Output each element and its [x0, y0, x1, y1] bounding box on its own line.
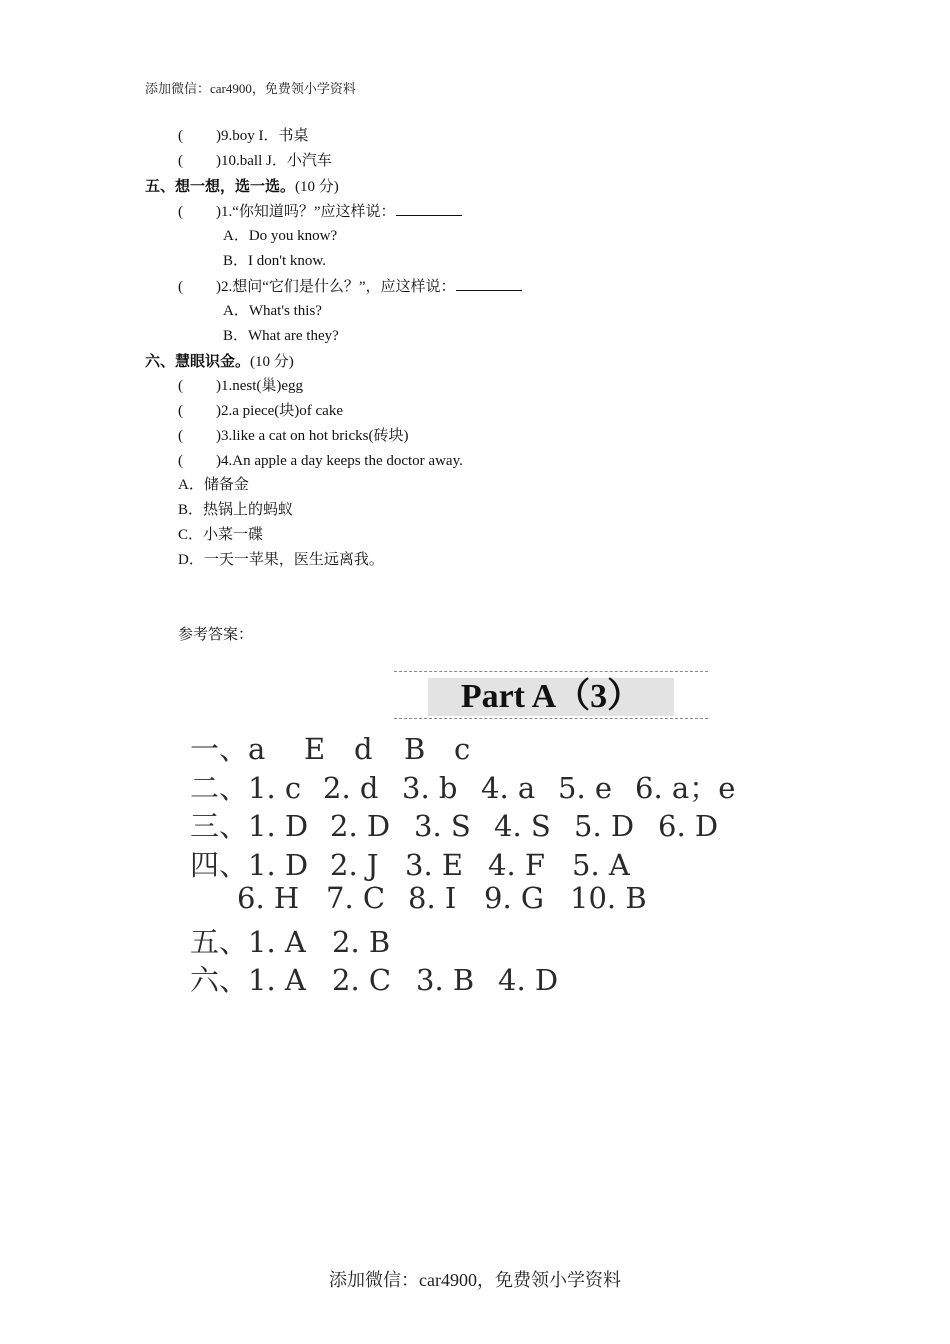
- row-prefix: 二、: [190, 771, 249, 805]
- answer-item: 2. C: [332, 963, 392, 997]
- answer-paren: (: [178, 279, 183, 295]
- answer-item: 4. D: [498, 963, 559, 997]
- answer-item: 4. a: [481, 771, 536, 805]
- s6-choice-b: B．热锅上的蚂蚁: [178, 502, 294, 518]
- answer-row-4-cont: [237, 881, 647, 915]
- s6-choice-a: A．储备金: [178, 477, 249, 493]
- answer-item: 3. B: [416, 963, 475, 997]
- answer-item: 1. c: [248, 771, 302, 805]
- answer-item: c: [454, 732, 471, 766]
- answer-row-6: [190, 958, 558, 999]
- answer-blank: [456, 276, 522, 291]
- answer-item: 7. C: [326, 881, 386, 915]
- answer-item: 2. D: [330, 809, 391, 843]
- answer-paren: (: [178, 153, 183, 169]
- answer-row-3: [190, 804, 718, 845]
- s6-item-3: [178, 426, 408, 446]
- answer-row-5: [190, 920, 390, 961]
- row-prefix: 四、: [190, 848, 249, 882]
- row-prefix: 一、: [190, 732, 249, 766]
- section-5-title: [145, 176, 339, 197]
- s5-q1-option-b: B．I don't know.: [223, 253, 326, 269]
- answer-item: E: [304, 732, 326, 766]
- s5-question-1: [178, 201, 462, 222]
- divider-top: [394, 671, 708, 672]
- section-title-text: 五、想一想，选一选。: [145, 177, 296, 195]
- answer-item: 2. B: [332, 925, 391, 959]
- answer-key-label: 参考答案：: [178, 627, 254, 643]
- answer-item: d: [354, 732, 373, 766]
- answer-item: 8. I: [408, 881, 457, 915]
- item-text: )2.a piece(块)of cake: [216, 403, 344, 419]
- answer-item: 9. G: [484, 881, 545, 915]
- item-text: )1.nest(巢)egg: [216, 378, 304, 394]
- answer-item: 2. J: [330, 848, 379, 882]
- answer-row-2: [190, 766, 735, 807]
- answer-item: 5. e: [558, 771, 613, 805]
- s6-choice-c: C．小菜一碟: [178, 527, 264, 543]
- answer-item: 3. E: [405, 848, 464, 882]
- answer-row-1: [190, 727, 470, 768]
- row-prefix: 五、: [190, 925, 249, 959]
- section-points: (10 分): [250, 354, 294, 370]
- answer-item: 4. F: [488, 848, 546, 882]
- answer-item: 6. D: [658, 809, 719, 843]
- answer-paren: (: [178, 403, 183, 419]
- question-text: )10.ball J．小汽车: [216, 153, 332, 169]
- answer-item: a: [248, 732, 266, 766]
- s6-item-2: [178, 401, 343, 421]
- answer-paren: (: [178, 453, 183, 469]
- s6-choice-d: D．一天一苹果，医生远离我。: [178, 552, 384, 568]
- answer-item: 1. D: [248, 809, 309, 843]
- answer-item: B: [404, 732, 426, 766]
- answer-item: 1. A: [248, 963, 306, 997]
- section-6-title: [145, 351, 294, 372]
- answer-item: 5. A: [572, 848, 630, 882]
- question-text: )9.boy I．书桌: [216, 128, 309, 144]
- divider-bottom: [394, 718, 708, 719]
- answer-item: 4. S: [494, 809, 551, 843]
- row-prefix: 三、: [190, 809, 249, 843]
- answer-item: 10. B: [570, 881, 647, 915]
- item-text: )4.An apple a day keeps the doctor away.: [216, 453, 463, 469]
- question-9-line: [178, 126, 309, 146]
- answer-paren: (: [178, 204, 183, 220]
- answer-paren: (: [178, 128, 183, 144]
- answer-item: 6. H: [237, 881, 300, 915]
- answer-item: 5. D: [574, 809, 635, 843]
- row-prefix: 六、: [190, 963, 249, 997]
- answer-row-4: [190, 843, 630, 884]
- answer-item: 6. a；e: [635, 771, 736, 805]
- question-text: )1.“你知道吗？”应这样说：: [216, 204, 396, 220]
- answer-blank: [396, 201, 462, 216]
- section-title-text: 六、慧眼识金。: [145, 352, 251, 370]
- question-10-line: [178, 151, 332, 171]
- s5-question-2: [178, 276, 522, 297]
- section-points: (10 分): [295, 179, 339, 195]
- answer-paren: (: [178, 378, 183, 394]
- part-title: Part A（3）: [428, 678, 674, 716]
- s5-q1-option-a: A．Do you know?: [223, 228, 338, 244]
- question-text: )2.想问“它们是什么？”，应这样说：: [216, 279, 456, 295]
- item-text: )3.like a cat on hot bricks(砖块): [216, 428, 409, 444]
- page-footer: 添加微信：car4900，免费领小学资料: [329, 1270, 621, 1290]
- answer-item: 3. b: [402, 771, 458, 805]
- answer-item: 3. S: [414, 809, 471, 843]
- answer-item: 1. A: [248, 925, 306, 959]
- answer-paren: (: [178, 428, 183, 444]
- s6-item-4: [178, 451, 463, 471]
- s6-item-1: [178, 376, 303, 396]
- s5-q2-option-a: A．What's this?: [223, 303, 322, 319]
- s5-q2-option-b: B．What are they?: [223, 328, 339, 344]
- page-header: 添加微信：car4900，免费领小学资料: [145, 81, 356, 96]
- answer-item: 2. d: [323, 771, 379, 805]
- answer-item: 1. D: [248, 848, 309, 882]
